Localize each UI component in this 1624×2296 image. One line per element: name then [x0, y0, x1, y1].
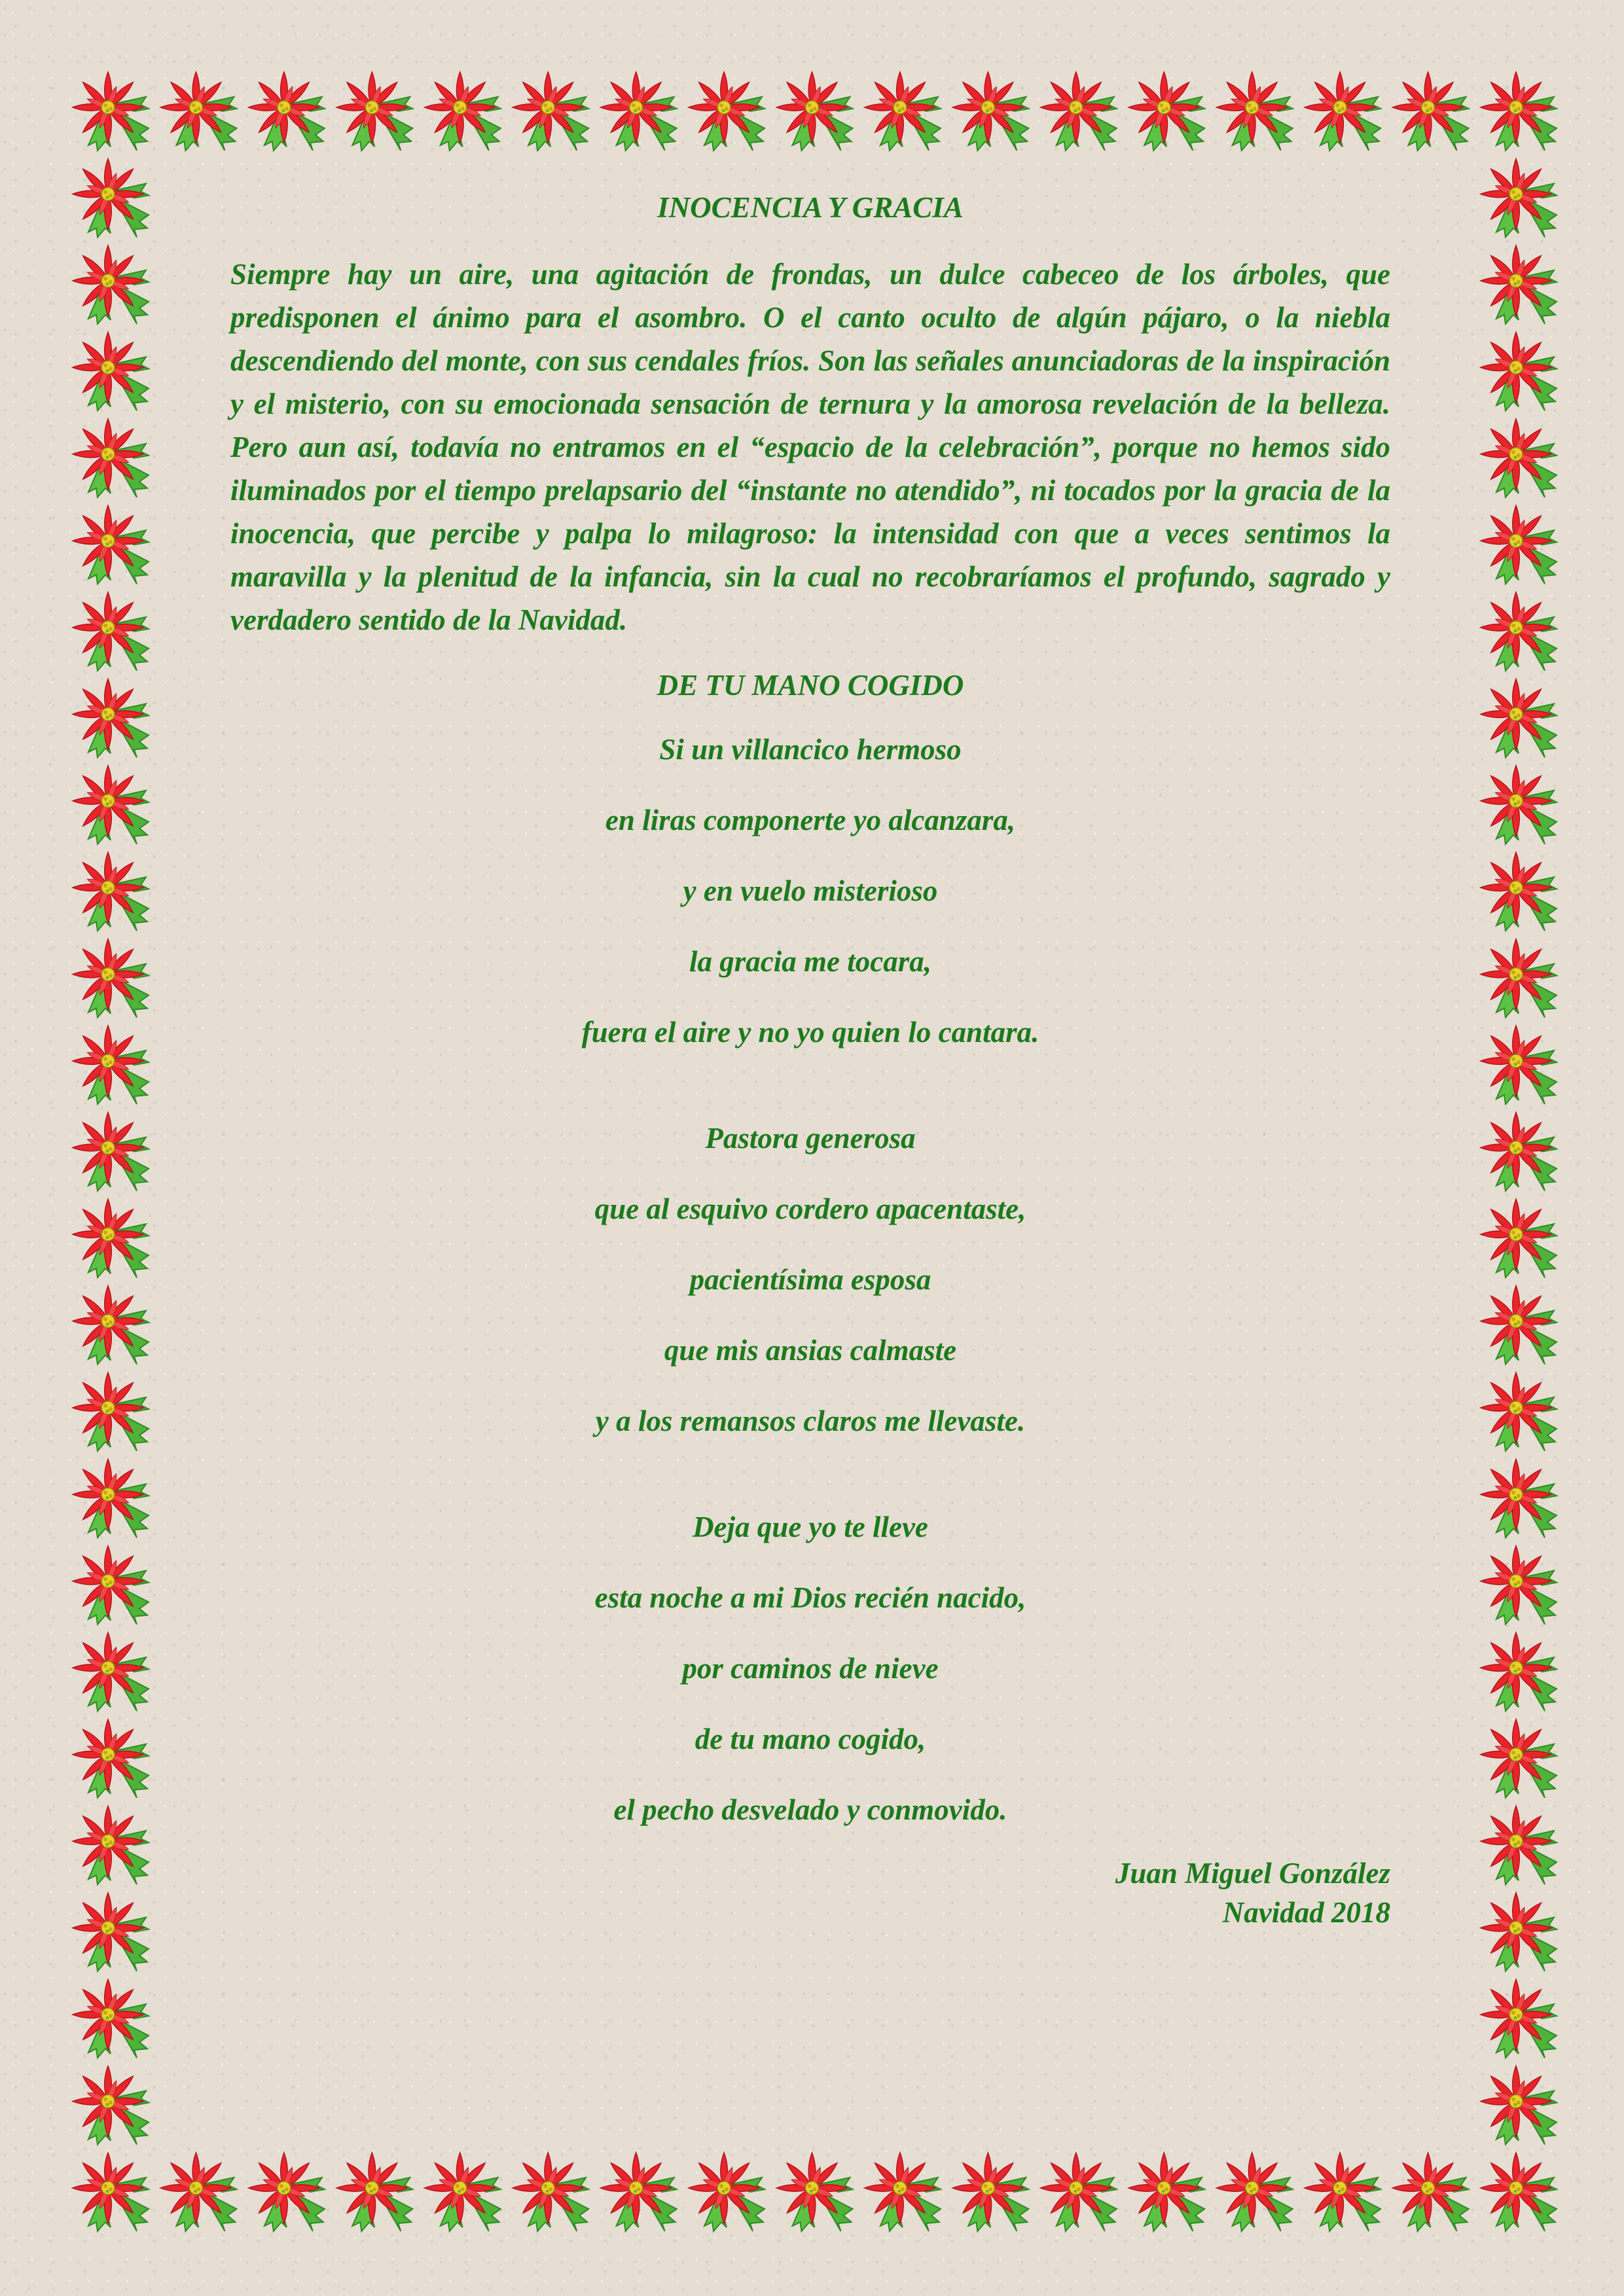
verse: Pastora generosa [705, 1122, 916, 1155]
poinsettia-icon [160, 72, 236, 151]
poinsettia-icon [1481, 592, 1557, 671]
poinsettia-icon [1481, 2153, 1557, 2231]
poinsettia-icon [73, 1979, 149, 2058]
verse: esta noche a mi Dios recién nacido, [594, 1581, 1026, 1614]
poinsettia-icon [73, 245, 149, 324]
poinsettia-icon [249, 72, 325, 151]
verse: de tu mano cogido, [695, 1723, 926, 1755]
poinsettia-icon [73, 2066, 149, 2145]
poinsettia-icon [601, 72, 677, 151]
poinsettia-icon [73, 1459, 149, 1537]
poinsettia-icon [1481, 1632, 1557, 1711]
poinsettia-icon [73, 1372, 149, 1451]
author-name: Juan Miguel González [1115, 1857, 1390, 1890]
poinsettia-icon [1481, 1113, 1557, 1191]
section-title: INOCENCIA Y GRACIA [657, 191, 964, 224]
poinsettia-icon [1481, 679, 1557, 757]
poinsettia-icon [73, 1719, 149, 1798]
poinsettia-icon [73, 72, 149, 151]
poinsettia-icon [73, 592, 149, 671]
verse: el pecho desvelado y conmovido. [613, 1793, 1007, 1826]
poinsettia-icon [1481, 158, 1557, 237]
poinsettia-icon [1481, 1806, 1557, 1884]
poinsettia-icon [952, 72, 1028, 151]
poinsettia-icon [1481, 1893, 1557, 1971]
poinsettia-icon [73, 332, 149, 410]
poinsettia-icon [1481, 245, 1557, 324]
poinsettia-icon [1481, 1285, 1557, 1364]
poinsettia-icon [73, 1806, 149, 1884]
poinsettia-icon [73, 1113, 149, 1191]
poinsettia-icon [1481, 1372, 1557, 1451]
poinsettia-icon [73, 1199, 149, 1278]
date-line: Navidad 2018 [1222, 1896, 1390, 1929]
poinsettia-icon [689, 2153, 765, 2231]
poinsettia-icon [425, 72, 501, 151]
verse: y a los remansos claros me llevaste. [595, 1405, 1026, 1437]
poem-title: DE TU MANO COGIDO [657, 669, 964, 702]
poinsettia-icon [73, 158, 149, 237]
poinsettia-icon [1041, 2153, 1117, 2231]
poinsettia-icon [336, 2153, 412, 2231]
poinsettia-icon [73, 1546, 149, 1624]
stanza [230, 1509, 1390, 1827]
poinsettia-icon [1481, 1199, 1557, 1278]
stanza [230, 732, 1390, 1050]
poinsettia-icon [336, 72, 412, 151]
poinsettia-icon [1393, 2153, 1469, 2231]
card-content [230, 190, 1390, 1932]
poinsettia-icon [865, 72, 941, 151]
poinsettia-icon [1217, 72, 1293, 151]
poinsettia-icon [1481, 2066, 1557, 2145]
verse: que al esquivo cordero apacentaste, [594, 1193, 1026, 1225]
poinsettia-icon [1481, 505, 1557, 584]
verse: en liras componerte yo alcanzara, [605, 804, 1016, 836]
signature [230, 1854, 1390, 1932]
poinsettia-icon [1128, 72, 1204, 151]
poinsettia-icon [513, 2153, 588, 2231]
poinsettia-icon [73, 505, 149, 584]
poinsettia-icon [1481, 1719, 1557, 1798]
poinsettia-icon [1481, 1979, 1557, 2058]
poinsettia-icon [1481, 72, 1557, 151]
poinsettia-icon [1481, 1546, 1557, 1624]
poinsettia-icon [73, 766, 149, 844]
poinsettia-icon [73, 1026, 149, 1104]
poinsettia-icon [777, 72, 853, 151]
poinsettia-icon [777, 2153, 853, 2231]
verse: pacientísima esposa [689, 1263, 931, 1296]
intro-paragraph: Siempre hay un aire, una agitación de frondas, un dulce cabeceo de los árboles, que predisponen el ánimo para el asombro. O el canto oculto de algún pájaro, o la niebla descendiendo del monte, con sus cendales fríos. Son las señales anunciadoras de la inspiración y el misterio, con su emocionada sensación de ternura y la amorosa revelación de la belleza. Pero aun así, todavía no entramos en el “espacio de la celebración”, porque no hemos sido iluminados por el tiempo prelapsario del “instante no atendido”, ni tocados por la gracia de la inocencia, que percibe y palpa lo milagroso: la intensidad con que a veces sentimos la maravilla y la plenitud de la infancia, sin la cual no recobraríamos el profundo, sagrado y verdadero sentido de la Navidad. [230, 258, 1390, 636]
poinsettia-icon [601, 2153, 677, 2231]
poinsettia-icon [1481, 419, 1557, 497]
verse: fuera el aire y no yo quien lo cantara. [581, 1016, 1039, 1049]
poinsettia-icon [73, 939, 149, 1018]
stanza [230, 1121, 1390, 1439]
poinsettia-icon [73, 1285, 149, 1364]
poinsettia-icon [952, 2153, 1028, 2231]
poinsettia-icon [865, 2153, 941, 2231]
verse: por caminos de nieve [682, 1652, 939, 1685]
verse: que mis ansias calmaste [664, 1334, 957, 1367]
verse: la gracia me tocara, [689, 945, 931, 978]
poinsettia-icon [1041, 72, 1117, 151]
verse: Deja que yo te lleve [693, 1511, 928, 1543]
poinsettia-icon [1305, 2153, 1380, 2231]
poinsettia-icon [1305, 72, 1380, 151]
poinsettia-icon [73, 679, 149, 757]
poinsettia-icon [1128, 2153, 1204, 2231]
poinsettia-icon [425, 2153, 501, 2231]
poinsettia-icon [160, 2153, 236, 2231]
poinsettia-icon [1481, 852, 1557, 931]
verse: y en vuelo misterioso [683, 874, 938, 907]
poinsettia-icon [513, 72, 588, 151]
poinsettia-icon [1481, 1026, 1557, 1104]
poinsettia-icon [1217, 2153, 1293, 2231]
poinsettia-icon [1481, 332, 1557, 410]
poinsettia-icon [1481, 939, 1557, 1018]
poinsettia-icon [249, 2153, 325, 2231]
poinsettia-icon [1393, 72, 1469, 151]
poinsettia-icon [73, 852, 149, 931]
poinsettia-icon [689, 72, 765, 151]
poinsettia-icon [73, 1893, 149, 1971]
poinsettia-icon [73, 2153, 149, 2231]
poinsettia-icon [73, 1632, 149, 1711]
poinsettia-icon [73, 419, 149, 497]
poinsettia-icon [1481, 1459, 1557, 1537]
poinsettia-icon [1481, 766, 1557, 844]
verse: Si un villancico hermoso [659, 733, 962, 766]
